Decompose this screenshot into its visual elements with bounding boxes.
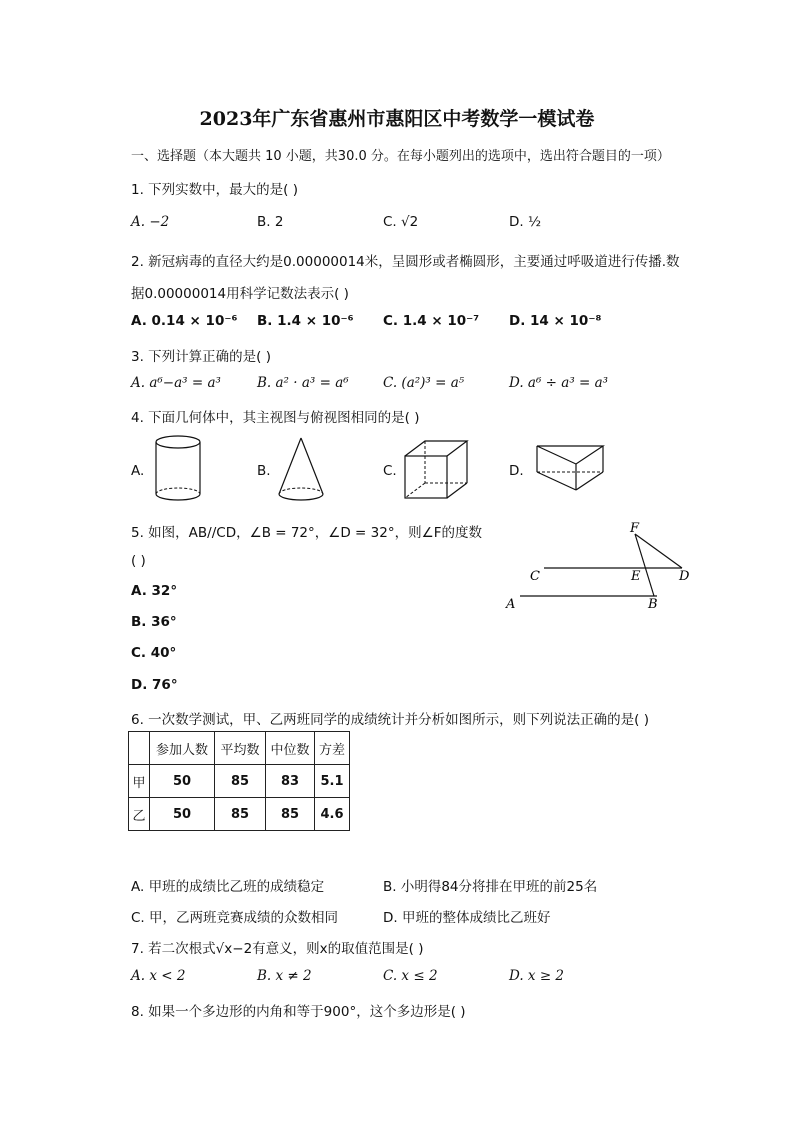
q2-option-c[interactable]: C. 1.4 × 10⁻⁷ — [383, 313, 480, 329]
cone-figure — [276, 436, 326, 504]
label-D: D — [679, 569, 690, 584]
q2-option-b[interactable]: B. 1.4 × 10⁻⁶ — [257, 313, 354, 329]
q4-option-c[interactable]: C. — [383, 463, 397, 479]
label-A: A — [506, 597, 516, 612]
label-E: E — [631, 569, 641, 584]
score-table — [128, 731, 350, 831]
q7-option-c[interactable]: C. x ≤ 2 — [383, 968, 438, 984]
q6-option-d[interactable]: D. 甲班的整体成绩比乙班好 — [383, 910, 551, 926]
section-heading: 一、选择题（本大题共 10 小题，共30.0 分。在每小题列出的选项中，选出符合题目的一项） — [131, 149, 670, 164]
question-3-stem: 3. 下列计算正确的是( ) — [131, 349, 271, 365]
table-cell: 85 — [215, 798, 266, 831]
question-5-stem-line1: 5. 如图，AB//CD，∠B = 72°，∠D = 32°，则∠F的度数 — [131, 525, 482, 541]
table-cell: 5.1 — [315, 765, 350, 798]
cylinder-figure — [150, 434, 206, 504]
table-cell: 85 — [215, 765, 266, 798]
q7-option-a[interactable]: A. x < 2 — [131, 968, 186, 984]
q1-option-c[interactable]: C. √2 — [383, 214, 419, 230]
page-title: 2023年广东省惠州市惠阳区中考数学一模试卷 — [199, 108, 595, 130]
q6-option-b[interactable]: B. 小明得84分将排在甲班的前25名 — [383, 879, 598, 895]
q2-option-d[interactable]: D. 14 × 10⁻⁸ — [509, 313, 602, 329]
triangular-prism-figure — [534, 442, 606, 494]
question-2-stem-line1: 2. 新冠病毒的直径大约是0.00000014米，呈圆形或者椭圆形，主要通过呼吸道进行传播.数 — [131, 254, 680, 270]
q1-option-a[interactable]: A. −2 — [131, 214, 170, 230]
q5-option-b[interactable]: B. 36° — [131, 614, 177, 630]
parallel-lines-figure — [500, 516, 700, 616]
q7-option-b[interactable]: B. x ≠ 2 — [257, 968, 312, 984]
q3-option-a[interactable]: A. a⁶−a³ = a³ — [131, 375, 221, 391]
table-header-cell: 平均数 — [215, 732, 266, 765]
table-cell: 甲 — [129, 765, 150, 798]
q5-option-a[interactable]: A. 32° — [131, 583, 178, 599]
q5-option-c[interactable]: C. 40° — [131, 645, 177, 661]
table-cell: 50 — [150, 798, 215, 831]
question-7-stem: 7. 若二次根式√x−2有意义，则x的取值范围是( ) — [131, 941, 424, 957]
table-row — [129, 765, 350, 798]
label-F: F — [630, 521, 640, 536]
table-header-cell: 中位数 — [266, 732, 315, 765]
q1-option-b[interactable]: B. 2 — [257, 214, 284, 230]
q1-option-d[interactable]: D. ½ — [509, 214, 542, 230]
question-4-stem: 4. 下面几何体中，其主视图与俯视图相同的是( ) — [131, 410, 420, 426]
q3-option-c[interactable]: C. (a²)³ = a⁵ — [383, 375, 465, 391]
question-2-stem-line2: 据0.00000014用科学记数法表示( ) — [131, 286, 349, 302]
q3-option-b[interactable]: B. a² · a³ = a⁶ — [257, 375, 349, 391]
q2-option-a[interactable]: A. 0.14 × 10⁻⁶ — [131, 313, 238, 329]
q4-option-a[interactable]: A. — [131, 463, 145, 479]
cube-figure — [402, 438, 470, 502]
table-cell: 83 — [266, 765, 315, 798]
table-cell: 50 — [150, 765, 215, 798]
table-header-cell: 参加人数 — [150, 732, 215, 765]
table-header-row — [129, 732, 350, 765]
q4-option-d[interactable]: D. — [509, 463, 524, 479]
table-cell: 85 — [266, 798, 315, 831]
question-1-stem: 1. 下列实数中，最大的是( ) — [131, 182, 298, 198]
label-B: B — [648, 597, 658, 612]
table-row — [129, 798, 350, 831]
q3-option-d[interactable]: D. a⁶ ÷ a³ = a³ — [509, 375, 609, 391]
table-header-cell: 方差 — [315, 732, 350, 765]
q7-option-d[interactable]: D. x ≥ 2 — [509, 968, 565, 984]
question-8-stem: 8. 如果一个多边形的内角和等于900°，这个多边形是( ) — [131, 1004, 466, 1020]
table-cell: 4.6 — [315, 798, 350, 831]
q6-option-a[interactable]: A. 甲班的成绩比乙班的成绩稳定 — [131, 879, 325, 895]
table-header-cell — [129, 732, 150, 765]
q6-option-c[interactable]: C. 甲，乙两班竞赛成绩的众数相同 — [131, 910, 339, 926]
question-5-stem-line2: ( ) — [131, 553, 146, 569]
label-C: C — [530, 569, 540, 584]
q4-option-b[interactable]: B. — [257, 463, 271, 479]
table-cell: 乙 — [129, 798, 150, 831]
q5-option-d[interactable]: D. 76° — [131, 677, 178, 693]
question-6-stem: 6. 一次数学测试，甲、乙两班同学的成绩统计并分析如图所示，则下列说法正确的是( ) — [131, 712, 649, 728]
